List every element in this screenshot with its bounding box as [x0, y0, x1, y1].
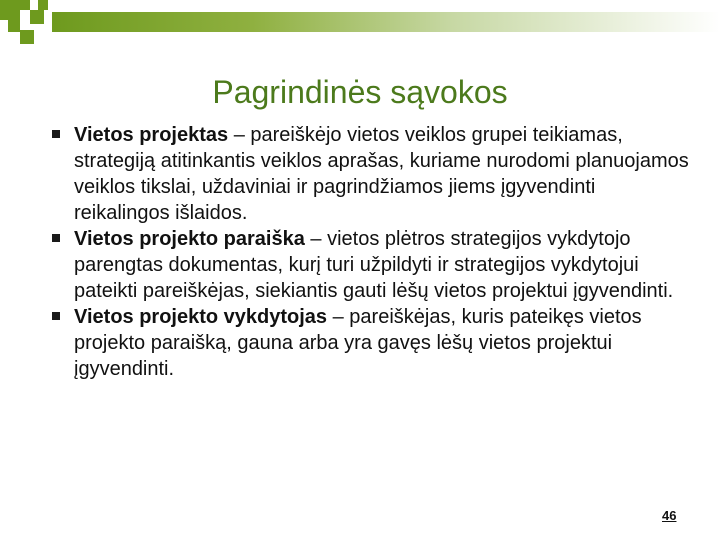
bullet-square-icon: [52, 130, 60, 138]
item-text: [74, 122, 692, 226]
item-text: [74, 304, 692, 382]
decor-square: [8, 20, 20, 32]
bullet-list: [52, 122, 692, 382]
list-item: [52, 122, 692, 226]
item-definition: – vietos plėtros strategijos vykdytojo parengtas dokumentas, kurį turi užpildyti ir strategijos vykdytojui pateikti pareiškėjas, siekiantis gauti lėšų vietos projektui įgyvendinti.: [74, 228, 674, 302]
list-item: [52, 226, 692, 304]
header-gradient-bar: [52, 12, 720, 32]
bullet-square-icon: [52, 312, 60, 320]
decor-square: [38, 0, 48, 10]
decor-square: [20, 0, 30, 10]
decor-square: [20, 30, 34, 44]
bullet-square-icon: [52, 234, 60, 242]
item-term: Vietos projekto vykdytojas: [74, 306, 328, 328]
decor-square: [0, 0, 20, 20]
item-definition: – pareiškėjas, kuris pateikęs vietos projekto paraišką, gauna arba yra gavęs lėšų vietos projektui įgyvendinti.: [74, 306, 642, 380]
slide-title: Pagrindinės sąvokos: [212, 74, 508, 110]
item-term: Vietos projektas: [74, 124, 229, 146]
decor-square: [30, 10, 44, 24]
item-term: Vietos projekto paraiška: [74, 228, 305, 250]
item-definition: – pareiškėjo vietos veiklos grupei teikiamas, strategiją atitinkantis veiklos aprašas, kuriame nurodomi planuojamos veiklos tikslai, uždaviniai ir pagrindžiamos jiems įgyvendinti reikalingos išlaidos.: [74, 124, 689, 224]
item-text: [74, 226, 692, 304]
page-number: 46: [662, 508, 677, 523]
list-item: [52, 304, 692, 382]
